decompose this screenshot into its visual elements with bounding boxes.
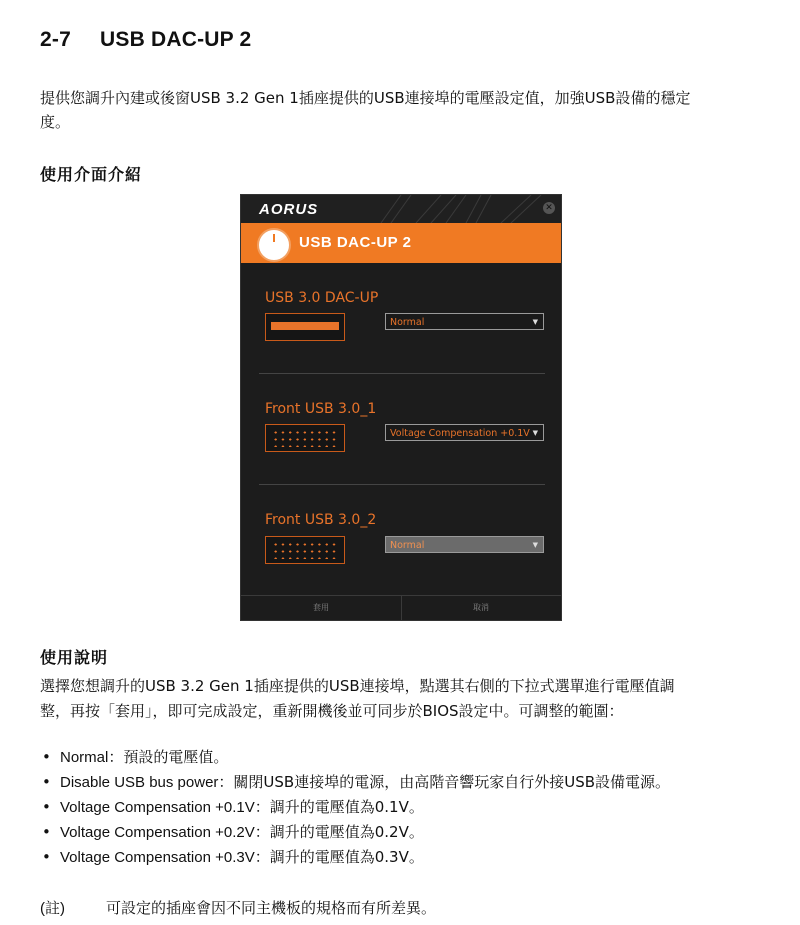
option-name: Disable USB bus power: [60, 774, 219, 791]
select-value-2: Voltage Compensation +0.1V: [390, 428, 530, 439]
header-pins: [272, 429, 338, 447]
select-value-3: Normal: [390, 540, 425, 551]
port-label-front-usb-2: Front USB 3.0_2: [265, 512, 377, 528]
option-desc: ：關閉USB連接埠的電源，由高階音響玩家自行外接USB設備電源。: [218, 773, 671, 791]
ui-heading: 使用介面介紹: [40, 165, 143, 184]
option-desc: ：調升的電壓值為0.3V。: [254, 848, 424, 866]
knob-icon: [257, 228, 291, 262]
chevron-down-icon: ▼: [532, 318, 538, 326]
divider: [259, 373, 545, 374]
option-name: Voltage Compensation +0.1V: [60, 799, 255, 816]
app-title: USB DAC-UP 2: [299, 234, 412, 251]
intro-line-1: 提供您調升內建或後窗USB 3.2 Gen 1插座提供的USB連接埠的電壓設定值，加強USB設備的穩定: [40, 89, 691, 107]
intro-line-2: 度。: [40, 113, 71, 131]
option-desc: ：調升的電壓值為0.1V。: [254, 798, 424, 816]
voltage-select-3[interactable]: [385, 536, 544, 553]
port-label-usb30-dacup: USB 3.0 DAC-UP: [265, 290, 379, 306]
usb-port-icon: [265, 313, 345, 341]
note-tag: (註): [40, 900, 65, 917]
chevron-down-icon: ▼: [532, 429, 538, 437]
header-pins: [272, 541, 338, 559]
usage-heading: 使用說明: [40, 648, 109, 667]
note: [40, 897, 436, 918]
list-item: [40, 820, 670, 845]
app-titlebar: [241, 195, 561, 223]
usage-paragraph: [40, 674, 675, 724]
section-name: USB DAC-UP 2: [100, 28, 252, 51]
cancel-button[interactable]: 取消: [473, 603, 489, 612]
divider: [259, 484, 545, 485]
section-number: 2-7: [40, 28, 71, 51]
app-footer: [241, 595, 561, 620]
apply-button[interactable]: 套用: [313, 603, 329, 612]
usb-header-icon: [265, 424, 345, 452]
aorus-logo: AORUS: [259, 201, 319, 218]
option-name: Voltage Compensation +0.3V: [60, 849, 255, 866]
list-item: [40, 845, 670, 870]
port-label-front-usb-1: Front USB 3.0_1: [265, 401, 377, 417]
app-banner: [241, 223, 561, 263]
voltage-select-2[interactable]: [385, 424, 544, 441]
close-icon[interactable]: ✕: [543, 202, 555, 214]
select-value-1: Normal: [390, 317, 425, 328]
usage-line-2: 整，再按「套用」，即可完成設定，重新開機後並可同步於BIOS設定中。可調整的範圍：: [40, 702, 624, 720]
option-name: Voltage Compensation +0.2V: [60, 824, 255, 841]
list-item: [40, 770, 670, 795]
note-text: 可設定的插座會因不同主機板的規格而有所差異。: [106, 899, 437, 917]
option-desc: ：調升的電壓值為0.2V。: [254, 823, 424, 841]
port-fill: [271, 322, 339, 330]
option-name: Normal: [60, 749, 109, 766]
section-title: [40, 28, 251, 52]
usb-header-icon: [265, 536, 345, 564]
chevron-down-icon: ▼: [532, 541, 538, 549]
intro-paragraph: [40, 86, 690, 134]
voltage-select-1[interactable]: [385, 313, 544, 330]
app-window: [240, 194, 562, 621]
list-item: [40, 745, 670, 770]
usage-line-1: 選擇您想調升的USB 3.2 Gen 1插座提供的USB連接埠，點選其右側的下拉式選單進行電壓值調: [40, 677, 675, 695]
list-item: [40, 795, 670, 820]
option-desc: ：預設的電壓值。: [108, 748, 229, 766]
options-list: [40, 745, 670, 870]
